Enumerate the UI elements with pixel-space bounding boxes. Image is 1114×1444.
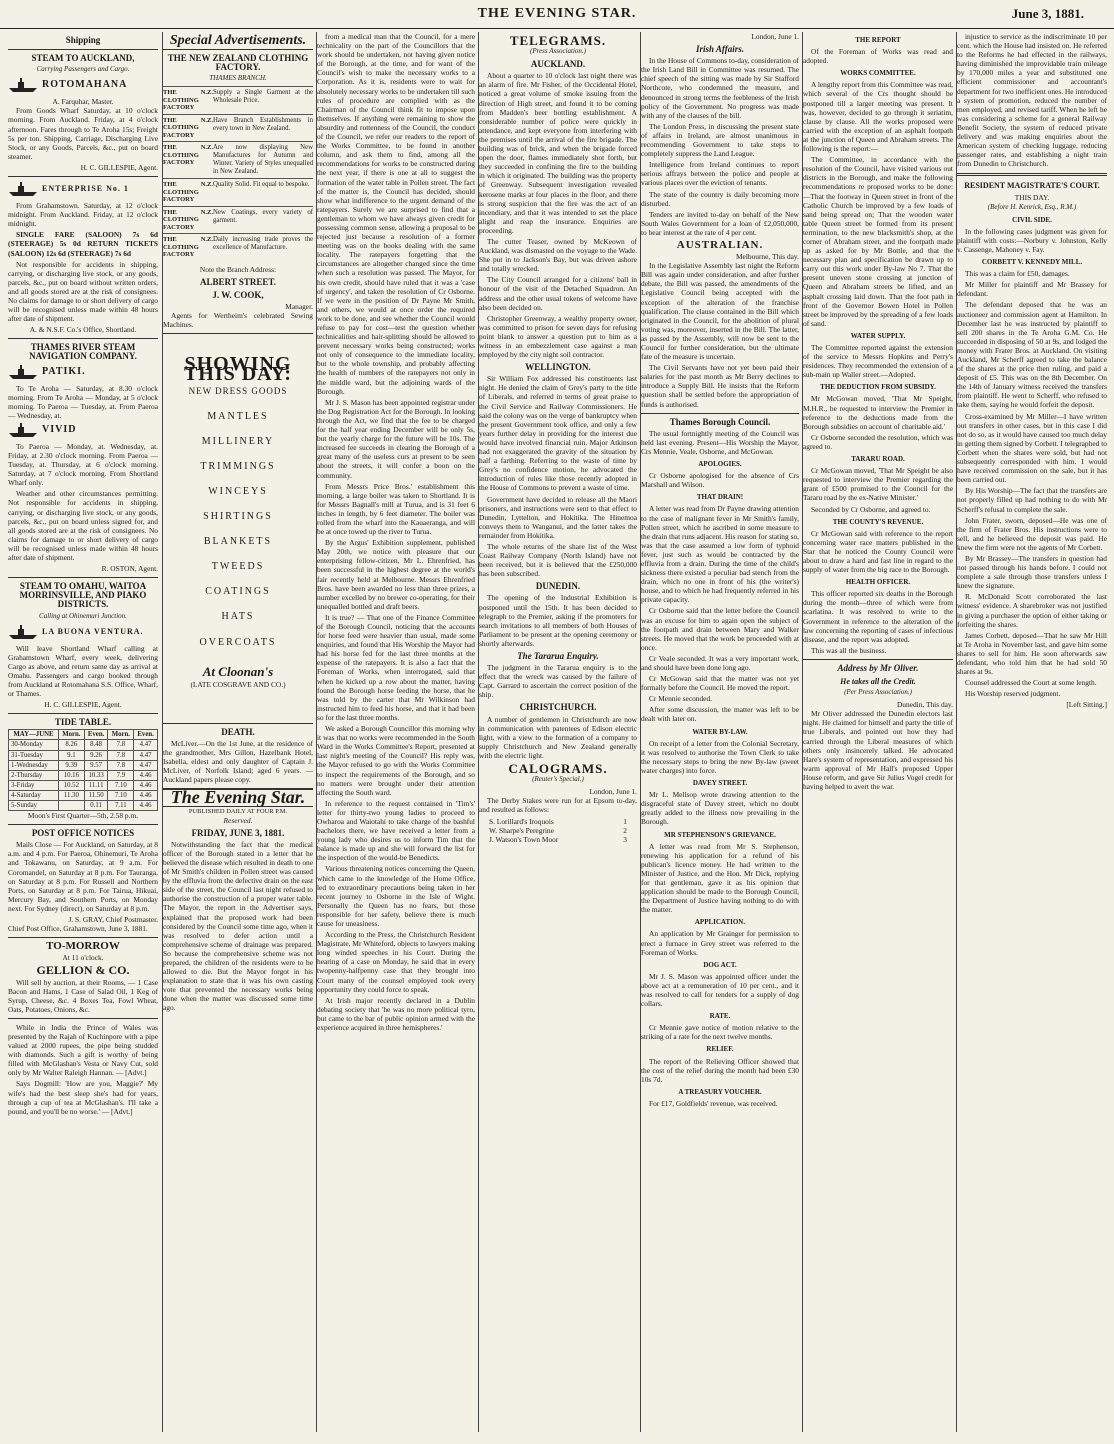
water-supply-heading: WATER SUPPLY. xyxy=(850,331,906,340)
local-news: At Irish major recently declared in a Dublin debating society that 'he was no more political tyro, but came to the bar of public opinion armed with the experience acquired in three hemispheres.' xyxy=(317,995,475,1033)
steamship-icon xyxy=(8,77,38,93)
newspaper-title: THE EVENING STAR. xyxy=(477,6,637,21)
steamship-icon xyxy=(8,422,38,438)
advt-text: While in India the Prince of Wales was presented by the Rajah of Kuchinpore with a pipe valued at 2000 rupees, the pipe being studded with diamonds. Such a gift is worthy of being filled with McGlashan's Vesta or Navy Cut, sold only by Mr Walter Raleigh Hannan. — [Advt.] xyxy=(8,1022,158,1078)
editorial-text: Notwithstanding the fact that the medical officer of the Borough stated in a letter that he believed the disease which resulted in death to one of Mr Smith's children in Pollen street was caused by the effluvia from the defective drain on the east side of the street, the Council last night refused to authorise the construction of a proper water table. The Mayor, the report in the Advertiser says, explained that the proposed work had been considered by the Council some time ago, when it was resolved to defer action until a comprehensive scheme of drainage was prepared. So because the comprehensive scheme was not prepared, the children of the residents were to be allowed to die. But the Mayor forgot in his explanation to state that it was his own casting vote that prevented the necessary works being done when the matter was discussed some time ago. xyxy=(163,839,313,1013)
tide-cell: 7.11 xyxy=(108,801,134,811)
telegram-text: The judgment in the Tararua enquiry is to the effect that the wreck was caused by the failure of Capt. Garrard to ascertain the correct position of the ship. xyxy=(479,663,637,700)
clothing-row xyxy=(163,178,313,206)
clothing-text: Have Branch Establishments in every town in New Zealand. xyxy=(213,116,313,132)
advt-text: Says Dogmill: 'How are you, Maggie?' My wife's had the best sleep she's had for years, through a cup of tea at McGlashan's. I'll take a pound, and you'll be no worse.' — [Advt.] xyxy=(8,1079,158,1116)
news-text: In the House of Commons to-day, consideration of the Irish Land Bill in Committee was resumed. The chief speech of the sitting was made by Sir Stafford Northcote, who condemned the measure, and denounced in strong terms the feebleness of the Irish policy of the Government. No progress was made with any of the clauses of the bill. xyxy=(641,56,799,120)
wellington-heading: WELLINGTON. xyxy=(525,362,591,373)
telegram-text: The whole returns of the share list of the West Coast Railway Company (North Island) have not been received, but it is believed that the £250,000 has been subscribed. xyxy=(479,541,637,579)
auction-text: Will sell by auction, at their Rooms, — 1 Case Bacon and Hams, 1 Case of Salad Oil, 1 Keg of Syrup, Cheese, &c. 4 Boxes Tea, Fowl Wheat, Oats, Potatoes, Onions, &c. xyxy=(8,977,158,1014)
christchurch-heading: CHRISTCHURCH. xyxy=(519,702,597,713)
news-text: This was all the business. xyxy=(811,645,887,655)
news-text: Mr J. S. Mason was appointed officer under the above act at a remuneration of 10 per cent., and it was resolved to call for tenders for a supply of dog collars. xyxy=(641,971,799,1009)
court-text: In the following cases judgment was given for plaintiff with costs:—Norbury v. Johnston, Kelly v. Cassenge, Mahoney v. Fay. xyxy=(957,226,1107,254)
goods-item: COATINGS xyxy=(205,586,271,598)
manager-title: Manager. xyxy=(285,302,313,312)
tide-cell: 11.30 xyxy=(58,790,84,800)
steam-omahu-sub: Calling at Ohinemuri Junction. xyxy=(39,611,127,620)
news-text: Tenders are invited to-day on behalf of the New South Wales Government for a loan of £2,050,000, to bear interest at the rate of 4 per cent. xyxy=(641,209,799,237)
nz-clothing-heading: THE NEW ZEALAND CLOTHING FACTORY. xyxy=(167,53,309,73)
clothing-label: THE N.Z. CLOTHING FACTORY xyxy=(163,236,213,259)
tide-cell: 7.10 xyxy=(108,790,134,800)
fares-text: SINGLE FARE (SALOON) 7s 6d (STEERAGE) 5s 0d RETURN TICKETS (SALOON) 12s 6d (STEERAGE) 7s 6d xyxy=(8,230,158,258)
news-text: injustice to service as the indiscriminate 10 per cent. which the House had insisted on. He referred to the Reforms he had effected in the railways, having diminished the improvidable train mileage by 170,000 miles a year and substituted one efficient commissioner and accountant's department for two inefficient ones. He introduced a system of promotion, reduced the number of men employed, and revised tariff. When he left he was considering a scheme for a general Railway Benefit Society, the system of reduced private delivery and was making enquiries about the American system of checking luggage, reducing passenger rates, and establishing a night train from Dunedin to Christchurch. xyxy=(957,32,1107,169)
tide-cell: 9.57 xyxy=(84,760,108,770)
tide-cell: 4.47 xyxy=(134,740,158,750)
tide-cell: 7.10 xyxy=(108,780,134,790)
court-text: James Corbett, deposed—That he saw Mr Hill at Te Aroha in November last, and gave him some shares to sell for him. He soon afterwards saw defendant, who told him that he had sold 50 shares at 9s. xyxy=(957,630,1107,677)
local-news: It is true? — That one of the Finance Committee of the Borough Council, noticing that the accounts for horse feed were heavier than usual, made some enquiries, and found that His Worship the Mayor had had his horse fed for the last three months at the expense of the ratepayers. It is also a fact that the Foreman of Works, when interrogated, said that when he kicked up a row about the matter, having found the Borough horse feeding the horse, that he was told by the carter that Mr Wilkinson had instructed him to feed his horse, and that it had been so for the last three months. xyxy=(317,612,475,722)
news-text: A letter was read from Mr S. Stephenson, renewing his application for a refund of his publican's licence money. He had written to the Minister of Justice, and the Hon. Mr Dick, replying for that gentleman, gave it as his opinion that application should be made to the Borough Council, the Department of Justice having nothing to do with the matter. xyxy=(641,841,799,915)
steamship-icon xyxy=(8,624,38,640)
column-7 xyxy=(956,32,1107,1432)
telegram-text: The cutter Teaser, owned by McKeown of Auckland, was dismasted on the voyage to the Wade. She put in to Jackson's Bay, but was driven ashore and totally wrecked. xyxy=(479,236,637,274)
tide-cell: 4.47 xyxy=(134,760,158,770)
stephenson-heading: MR STEPHENSON'S GRIEVANCE. xyxy=(664,830,776,839)
irish-affairs-heading: Irish Affairs. xyxy=(695,44,745,55)
tide-cell: 4.47 xyxy=(134,750,158,760)
drain-heading: THAT DRAIN! xyxy=(696,493,744,502)
tide-cell: 9.26 xyxy=(84,750,108,760)
tide-cell: 8.48 xyxy=(84,740,108,750)
tide-cell: 4.46 xyxy=(134,780,158,790)
news-text: Intelligence from Ireland continues to report serious affrays between the police and people at various places over the eviction of tenants. xyxy=(641,160,799,188)
goods-item: BLANKETS xyxy=(203,536,273,548)
tararu-road-heading: TARARU ROAD. xyxy=(851,455,905,464)
clothing-row xyxy=(163,141,313,178)
derby-row xyxy=(479,835,637,844)
clothing-row xyxy=(163,206,313,234)
news-text: Mr Oliver addressed the Dunedin electors last night. He claimed for himself and party the title of true Liberals, and pointed out how they had carried through the Liberal measures of which others only insincerely talked. He advocated Hare's system of representation, and expressed his warm approval of Mr Hall's proposed Upper House reform, and gave Sir Julius Vogel credit for having helped to avert the war. xyxy=(803,709,953,792)
clothing-label: THE N.Z. CLOTHING FACTORY xyxy=(163,116,213,139)
editorial-continued: from a medical man that the Council, for a mere technicality on the part of the Councillors that the work should be undertaken, not having given notice of the Borough, at the time, and for want of the Council's wish to make the necessary works to a Corporation. As it is, residents were to wait for absolutely necessary works to be undertaken till such rules of procedure are complied with as the Chairman of the Council think fit to impose upon themselves. If anything were remaining to show the absurdity and rottenness of the Council, the conduct of the Council, we refer our readers to the report of the Works Committee, to be found in another column, and ask them to find, among all the recommendations for works to be constructed during the next year, if there is one at all to suggest the formation of the water table in Pollen street. The fact of the matter is, the Council has decided, should show what indifference to the urgent demand of the ratepayers. Surely we are surprised to find that a gentleman to whom we have always given credit for possessing common sense, allowing a proposal to be rejected just because a resolution of a former meeting was on the books dealing with the same locality. The ratepayers forgetting that the circumstances are altogether changed since the time when such a resolution was passed. The Mayor, for his own credit, should have ruled that it was a 'case of urgency', and taken the resolution of Cr Osborne. If we were in the position of Dr Payne Mr Smith, and others, we would at once order the required work to be done, and see whether the Council would refuse to pay for cost—test the question whether technicalities and hair-splitting should be allowed to prevent necessary works being constructed; works not only of consequence to the immediate locality, but to the whole township, and probably affecting the health of numbers of the ratepayers not only in the middle ward, but the adjoining wards of the Borough. xyxy=(317,32,475,396)
tide-cell: 11.11 xyxy=(84,780,108,790)
dog-act-heading: DOG ACT. xyxy=(703,960,737,969)
derby-horse: J. Watson's Town Moor xyxy=(489,834,559,844)
tide-cell: 8.26 xyxy=(58,740,84,750)
goods-item: MILLINERY xyxy=(201,435,275,447)
press-association: (Per Press Association.) xyxy=(844,688,912,697)
shipping-text: From Grahamstown. Saturday, at 12 o'clock midnight. From Auckland. Friday, at 12 o'clock midnight. xyxy=(8,201,158,229)
tide-cell: 10.33 xyxy=(84,770,108,780)
court-text: By His Worship—The fact that the transfers are not properly filled up had nothing to do with Mr Scherff's refusal to complete the sale. xyxy=(957,486,1107,514)
news-text: Cr Veale seconded. It was a very important work, and should have been done long ago. xyxy=(641,653,799,672)
tide-cell: 31-Tuesday xyxy=(9,750,59,760)
post-office-date: Chief Post Office, Grahamstown, June 3, 1881. xyxy=(8,924,148,934)
goods-item: SHIRTINGS xyxy=(203,511,273,523)
local-news: From Messrs Price Bros.' establishment this morning, a large boiler was taken to Shortland. It is for Messrs Bagnall's mill at Turua, and is 31 feet 6 inches in length, by 6 feet diameter. The boiler was rolled from the wharf into the Kauaeranga, and will be at once towed up the river to Turua. xyxy=(317,481,475,537)
relief-heading: RELIEF. xyxy=(706,1045,734,1054)
dunedin-heading: DUNEDIN. xyxy=(535,581,581,592)
news-text: Cr McGowan moved, 'That Mr Speight be also requested to interview the Premier regarding the grant of £500 promised to the Council for the Tararu road by the ex-Native Minister.' xyxy=(803,466,953,503)
tide-cell: 30-Monday xyxy=(9,740,59,750)
tide-col-header: Morn. xyxy=(58,730,84,740)
issue-date: June 3, 1881. xyxy=(1011,6,1084,21)
australian-heading: AUSTRALIAN. xyxy=(676,238,764,251)
masthead xyxy=(0,0,1114,29)
shipping-text: Will leave Shortland Wharf calling at Grahamstown Wharf, every week, delivering Cargo as above, and return same day as arrival at Omahu. Passengers and cargo booked through from Auckland at Rotomahana S.S. Office, Wharf, or Thames. xyxy=(8,643,158,699)
moon-note: Moon's First Quarter—5th, 2.58 p.m. xyxy=(27,811,139,821)
derby-place: 3 xyxy=(623,834,627,844)
water-bylaw-heading: WATER BY-LAW. xyxy=(692,727,748,736)
tide-col-header: Even. xyxy=(134,730,158,740)
column-3 xyxy=(316,32,475,1432)
shipping-text: To Paeroa — Monday, at. Wednesday, at. Friday, at 2.30 o'clock morning. From Paeroa — Tuesday, at. Thursday, at 6 o'clock morning. Saturday, at 7 o'clock morning. From Shortland Wharf only. xyxy=(8,441,158,488)
news-text: The report of the Relieving Officer showed that the cost of the relief during the month had been £30 10s 7d. xyxy=(641,1056,799,1084)
local-news: By the Argus' Exhibition supplement, published May 20th, we notice with pleasure that our enterprising fellow-citizen, Mr L. Ehrenfried, has been successful in the highest degree at the world's fair recently held at Melbourne. Messrs Ehrenfried Bros. have been awarded no less than three prizes, a number excelled by no brewer co-operating, for their unequalled bottled and draft beers. xyxy=(317,538,475,611)
clothing-row xyxy=(163,114,313,142)
ship-name: PATIKI. xyxy=(42,365,86,377)
agents-text: Agents for Wertheim's celebrated Sewing Machines. xyxy=(163,311,313,330)
news-text: On receipt of a letter from the Colonial Secretary, it was resolved to authorise the Town Clerk to take the necessary steps to bring the new By-law (sweet water charges) into force. xyxy=(641,738,799,775)
local-news: We asked a Borough Councillor this morning why it was that no works were recommended in the South Ward in the Works Committee's Report, presented at last night's meeting of the Council? His reply was, the Mayor refused to go with the Works Committee to inspect the requirements of the Borough, and so no matters were brought under their attention affecting the South ward. xyxy=(317,724,475,797)
davey-street-heading: DAVEY STREET. xyxy=(692,779,748,788)
tide-cell: 2-Thursday xyxy=(9,770,59,780)
branch-address: ALBERT STREET. xyxy=(200,276,276,287)
tide-cell: 7.8 xyxy=(108,740,134,750)
oliver-heading: Address by Mr Oliver. xyxy=(837,662,919,673)
death-heading: DEATH. xyxy=(221,726,255,737)
oliver-subheading: He takes all the Credit. xyxy=(840,677,916,686)
deduction-heading: THE DEDUCTION FROM SUBSIDY. xyxy=(820,383,936,392)
london-dateline: London, June 1. xyxy=(751,32,799,41)
derby-horse: S. Lorillard's Iroquois xyxy=(489,816,554,826)
calograms-heading: CALOGRAMS. xyxy=(508,761,608,777)
shipping-text: Weather and other circumstances permitting. Not responsible for accidents in shipping, carrying, or discharging live stock, or any goods, parcels, &c., put on board unless signed for, and all goods stored are at the risk of consignees. No claims for damage to or short delivery of cargo will be recognised unless made within 48 hours after date of shipment. xyxy=(8,489,158,563)
news-text: A lengthy report from this Committee was read, which several of the Crs thought should be postponed till a larger meeting was present. It was, however, decided to go through it seriatim, clause by clause. All the works proposed were carried with the exception of an asphalt footpath at the junction of Queen and Abraham streets. The following is the report:— xyxy=(803,80,953,154)
rm-court-heading: RESIDENT MAGISTRATE'S COURT. xyxy=(964,181,1100,191)
column-1 xyxy=(8,32,158,1432)
local-news: According to the Press, the Christchurch Resident Magistrate, Mr Whiteford, objects to lawyers making long winded speeches in his Court. During the hearing of a case on Monday, he said that in every twopenny-halfpenny case that they brought into Court many of the counsel employed took every opportunity they could force to speak. xyxy=(317,930,475,994)
clothing-text: Daily increasing trade proves the excellence of Manufacture. xyxy=(213,236,313,252)
special-advertisements-heading: Special Advertisements. xyxy=(169,33,307,48)
news-text: Mr McGowan moved, 'That Mr Speight, M.H.R., be requested to interview the Premier in reference to the deductions made from the Borough subsidies on account of charitable aid.' xyxy=(803,394,953,431)
post-office-text: Mails Close — For Auckland, on Saturday, at 8 a.m. and 4 p.m. For Paeroa, Ohinemuri, Te Aroha and Tokawanu, on Saturday, at 9 a.m. For Coromandel, on Saturday at 8 p.m. For Tauranga, on Saturday at 8 p.m. For Russell and Northern Ports, on Saturday at 8 p.m. For Tairua, Hikuai, Mercury Bay, and Southern Ports, on Monday next. For Sydney (direct), on Saturday at 8 p.m. xyxy=(8,840,158,913)
ship-rotomahana xyxy=(8,77,158,95)
goods-item: WINCEYS xyxy=(208,486,268,497)
column-6 xyxy=(802,32,953,1432)
branch-name: THAMES BRANCH. xyxy=(209,74,267,83)
news-text: The usual fortnightly meeting of the Council was held last evening. Present—His Worship the Mayor, Crs Mennie, Veale, Osborne, and McGowan. xyxy=(641,428,799,456)
shipping-agency: A. & N.S.F. Co.'s Office, Shortland. xyxy=(29,325,137,335)
news-text: A letter was read from Dr Payne drawing attention to the case of malignant fever in Mr Smith's family, Pollen street, which he ascribed in some measure to the drain that runs adjacent. His reason for stating so, was that the case assumed a low form of typhoid fever, just such as would be contracted by the effluvia from a drain. During the time of the child's sickness there existed a peculiar bad stench from the drain, which no one in front of his (the writer's) house, and to which he had frequently referred in his private capacity. xyxy=(641,504,799,605)
tide-cell: 4-Saturday xyxy=(9,790,59,800)
news-text: An application by Mr Grainger for permission to erect a furnace in Grey street was referred to the Foreman of Works. xyxy=(641,929,799,957)
shipping-text: From Goods Wharf Saturday, at 10 o'clock morning. From Auckland. Friday, at 4 o'clock afternoon. Fares through to Te Aroha 15s; Freight 5s per ton. Shipping, Carriage, Discharging Live Stock, or any Goods, Parcels, &c., put on board steamer. xyxy=(8,106,158,161)
news-text: The Committee reported against the extension of the service to Messrs Hopkins and Perry's residences. They recommended the extension of a sub-main up Waller street.—Adopted. xyxy=(803,343,953,380)
clothing-label: THE N.Z. CLOTHING FACTORY xyxy=(163,181,213,204)
local-news: In reference to the request contained in 'Tim's' letter for thirty-two young ladies to proceed to Owharoa and Waiotahi to take charge of the bashful bachelors there, we have received a letter from a young lady who desires us to inform Tim that the balance is made up and she will forward the list for the inspection of the would-be Benedicts. xyxy=(317,798,475,863)
tide-col-header: Morn. xyxy=(108,730,134,740)
melbourne-dateline: Melbourne, This day. xyxy=(735,252,799,262)
telegram-text: Sir William Fox addressed his constituents last night. He denied the claim of Grey's party to the title of Liberals, and referred in terms of great praise to the Civil Service and Railway Commissioners. He said the colony was on the verge of bankruptcy when the present Government took office, and only a few years further delay in providing for the interest due would have involved financial ruin. Major Atkinson had not exaggerated the gravity of the situation by half a farthing. Referring to the waste of time by Grey's no confidence motion, he advocated the introduction of rules like those recently adopted in the House of Commons to prevent a waste of time. xyxy=(479,374,637,493)
tide-row xyxy=(9,760,158,770)
news-text: Seconded by Cr Osborne, and agreed to. xyxy=(811,504,931,514)
goods-item: TRIMMINGS xyxy=(200,460,276,472)
tide-cell: 4.46 xyxy=(134,790,158,800)
application-heading: APPLICATION. xyxy=(694,918,746,927)
news-text: Cr Osborne seconded the resolution, which was agreed to. xyxy=(803,432,953,451)
rm-court-before: (Before H. Kenrick, Esq., R.M.) xyxy=(987,202,1077,211)
telegram-text: About a quarter to 10 o'clock last night there was an alarm of fire. Mr Fisher, of the Occidental Hotel, noticed a great volume of smoke issuing from the direction of High street, and found it to be coming from Madden's beer bottling establishment. A considerable number of police were quickly in attendance, and kept everyone from interfering with the premises until the arrival of the fire brigade. The building was of brick, and when the brigade forced open the door, flames immediately shot forth, but they succeeded in confining the fire to the building in which it originated. The building was the property of Greenway. Subsequent investigation revealed kerosene marks at four places in the floor, and there is strong suspicion that the fire was the act of an incendiary, and that it was intended to set the place alight and reap the insurance. Enquiries are proceeding. xyxy=(479,71,637,235)
reserved-note: Reserved. xyxy=(223,815,253,825)
shipping-text: To Te Aroha — Saturday, at 8.30 o'clock morning. From Te Aroha — Monday, at 5 o'clock morning. To Paeroa — Tuesday, at. From Paeroa — Wednesday, at. xyxy=(8,383,158,420)
manager-name: J. W. COOK, xyxy=(212,290,264,301)
news-text: Cr Mennie gave notice of motion relative to the striking of a rate for the next twelve months. xyxy=(641,1023,799,1042)
goods-item: HATS xyxy=(221,611,255,623)
clothing-label: THE N.Z. CLOTHING FACTORY xyxy=(163,89,213,112)
tide-cell: 9.39 xyxy=(58,760,84,770)
postmaster: J. S. GRAY, Chief Postmaster. xyxy=(68,915,158,925)
clothing-text: Supply a Single Garment at the Wholesale Price. xyxy=(213,89,313,105)
auckland-heading: AUCKLAND. xyxy=(530,59,586,70)
clothing-text: New Coatings, every variety of garment. xyxy=(213,208,313,224)
tide-row xyxy=(9,780,158,790)
ship-vivid xyxy=(8,422,158,440)
tide-table xyxy=(8,729,158,811)
editorial-date: FRIDAY, JUNE 3, 1881. xyxy=(191,827,285,838)
court-text: Cross-examined by Mr Miller—I have written out transfers in other cases, but in this case I did not do so, as it would have caused too much delay in getting them signed by Corbett. I telegraphed to Corbett when the shares were sold, but had not subsequently corresponded with him. I would have received commission on the sale, but it has been carried out. xyxy=(957,411,1107,485)
shipping-heading: Shipping xyxy=(65,35,101,45)
left-sitting: [Left Sitting.] xyxy=(1066,700,1107,710)
tide-cell: 4.46 xyxy=(134,801,158,811)
reuter-special: (Reuter's Special.) xyxy=(532,775,584,784)
steamship-icon xyxy=(8,364,38,380)
court-text: His Worship reserved judgment. xyxy=(965,689,1061,699)
tide-cell: 4.46 xyxy=(134,770,158,780)
derby-row xyxy=(479,817,637,826)
apologies-heading: APOLOGIES. xyxy=(698,460,742,469)
telegram-text: Christopher Greenway, a wealthy property owner, was committed to prison for seven days for refusing point blank to answer a question put to him as a witness in an embezzlement case against a man employed by the city night soil contractor. xyxy=(479,313,637,360)
clothing-text: Are now displaying New Manufactures for Autumn and Winter. Variety of Styles unequalled in New Zealand. xyxy=(213,144,313,176)
borough-council-heading: Thames Borough Council. xyxy=(669,416,771,427)
auctioneer-name: GELLION & CO. xyxy=(36,963,130,978)
shipping-agent: H. C. GILLESPIE, Agent. xyxy=(80,162,158,172)
tide-row xyxy=(9,790,158,800)
tide-row xyxy=(9,770,158,780)
telegram-text: The opening of the Industrial Exhibition is postponed until the 15th. It has been decided to telegraph to the Premier, asking if the promoters for search invitations to all members of both Houses of Parliament to be present at the opening ceremony or shortly afterwards. xyxy=(479,593,637,648)
clothing-row xyxy=(163,233,313,261)
tide-cell: 7.8 xyxy=(108,750,134,760)
london-dateline: London, June 1. xyxy=(589,787,637,797)
news-text: Cr McGowan said with reference to the report concerning water race matters published in the Star that he noticed the County Council were about to draw a hard and fast line in regard to the supply of water from the big race to the Borough. xyxy=(803,528,953,575)
local-news: Various threatening notices concerning the Queen, which came to the knowledge of the Home Office, led to extraordinary precautions being taken in her recent journey to Osborne in the Isle of Wight. Personally the Queen has no fears, but those responsible for her safety, believe there is much cause for uneasiness. xyxy=(317,864,475,928)
thames-river-heading: THAMES RIVER STEAM NAVIGATION COMPANY. xyxy=(29,342,137,362)
shipping-text: Not responsible for accidents in shipping, carrying, or discharging live stock, or any goods, parcels, &c., put on board without written orders, and all goods stored are at the risk of consignees. No claims for damage to or short delivery of cargo will be recognised unless made within 48 hours after date of shipment. xyxy=(8,259,158,324)
civil-side-heading: CIVIL SIDE. xyxy=(1012,215,1052,224)
ship-la-buona-ventura xyxy=(8,624,158,642)
ship-name: ROTOMAHANA xyxy=(42,79,128,91)
news-text: This officer reported six deaths in the Borough during the month—three of which were from scarlatina. It was resolved to write to the Government in reference to the alteration of the law concerning the reporting of cases of infectious disease, and the report was adopted. xyxy=(803,589,953,644)
steamship-icon xyxy=(8,181,38,197)
goods-item: MANTLES xyxy=(207,410,269,422)
health-officer-heading: HEALTH OFFICER. xyxy=(845,578,911,587)
telegram-text: The Derby Stakes were run for at Epsom to-day, and resulted as follows: xyxy=(479,796,637,815)
clothing-label: THE N.Z. CLOTHING FACTORY xyxy=(163,144,213,167)
tide-cell: 10.52 xyxy=(58,780,84,790)
derby-horse: W. Sharpe's Peregrine xyxy=(489,825,554,835)
tide-cell: 5-Sunday xyxy=(9,801,59,811)
court-text: By Mr Brassey—The transfers in question had not passed through his hands before. I could not complete a sale through those transfers unless I knew the signature. xyxy=(957,553,1107,591)
death-notice: McLiver.—On the 1st June, at the residence of the grandmother, Mrs Gillon, Hazelbank Hotel, Isabella, eldest and only daughter of Captain J. McLiver, of Norfolk Island; aged 6 years. — Auckland papers please copy. xyxy=(163,738,313,785)
news-text: The Committee, in accordance with the resolution of the Council, have visited various out districts in the Borough, and make the following recommendations re proposed works to be done:—That the footway in Queen street in front of the Catholic Church be improved by a few loads of sand being spread on; That the wooden water table Queen street be formed from its present termination, to the new blacksmith's shop, at the corner of Abraham street, and the footpath made up as asked for by Mr Bottle, and that the necessary plan and specification be drawn up to carry out this work under By-law No 7. That the present uneven stone crossing at junction of Queen and Abraham streets be lifted, and an asphalt crossing laid down. That the foot path in front of the Governor Bowen Hotel in Pollen street be improved by the spreading of a few loads of sand. xyxy=(803,155,953,328)
showing-this-day: SHOWING THIS DAY: xyxy=(183,353,293,385)
news-text: The Civil Servants have not yet been paid their salaries for the past month as Mr Berry declines to introduce a Supply Bill. He insists that the Reform question shall be settled before the appropriation of funds is authorised. xyxy=(641,363,799,409)
steam-omahu-heading: STEAM TO OMAHU, WAITOA MORRINSVILLE, AND PIAKO DISTRICTS. xyxy=(19,581,147,610)
tide-cell: 11.50 xyxy=(84,790,108,800)
ship-patiki xyxy=(8,364,158,382)
tide-row xyxy=(9,750,158,760)
tide-cell: 7.8 xyxy=(108,760,134,770)
news-text: Mr L. Mellsop wrote drawing attention to the disgraceful state of Davey street, which no doubt greatly added to the illness now prevailing in the Borough. xyxy=(641,790,799,827)
derby-place: 2 xyxy=(623,825,627,835)
clothing-rows xyxy=(163,86,313,261)
news-text: For £17, Goldfields' revenue, was received. xyxy=(649,1098,778,1108)
auction-heading: TO-MORROW xyxy=(46,940,120,953)
works-committee-heading: WORKS COMMITTEE. xyxy=(840,69,916,78)
ship-name: ENTERPRISE No. 1 xyxy=(42,184,129,194)
court-text: Mr Miller for plaintiff and Mr Brassey for defendant. xyxy=(957,280,1107,299)
evening-star-title: The Evening Star. xyxy=(163,788,313,806)
tide-cell: 9.1 xyxy=(58,750,84,760)
ship-master: A. Farquhar, Master. xyxy=(52,97,114,107)
court-text: John Frater, sworn, deposed—He was one of the firm of Frater Bros. His instructions were to sell, and he believed the deposit was paid. He knew the firm were not the agents of Mr Corbett. xyxy=(957,515,1107,552)
tide-cell: 7.9 xyxy=(108,770,134,780)
column-4 xyxy=(478,32,637,1432)
dunedin-dateline: Dunedin, This day. xyxy=(896,700,953,710)
clothing-text: Quality Solid. Fit equal to bespoke. xyxy=(213,181,310,189)
telegram-text: The City Council arranged for a citizens' ball in honour of the visit of the Detached Squadron. An address and the other usual tokens of welcome have also been decided on. xyxy=(479,275,637,312)
telegram-text: A number of gentlemen in Christchurch are now in communication with patentees of Edison electric light, with a view to the formation of a company to supply Christchurch and New Zealand generally with the electric light. xyxy=(479,714,637,760)
clothing-row xyxy=(163,86,313,114)
tide-table-heading: TIDE TABLE. xyxy=(54,717,112,728)
shipping-agent: H. C. GILLESPIE, Agent. xyxy=(44,700,122,710)
column-5 xyxy=(640,32,799,1432)
rate-heading: RATE. xyxy=(709,1012,731,1021)
published-note: PUBLISHED DAILY AT FOUR P.M. xyxy=(188,807,288,815)
ship-enterprise xyxy=(8,181,158,199)
derby-row xyxy=(479,826,637,835)
steam-auckland-heading: STEAM TO AUCKLAND, xyxy=(31,53,135,64)
court-text: R. McDonald Scott corroborated the last witness' evidence. A sharebroker was not justified in giving a purchaser the option of either taking or forfeiting the shares. xyxy=(957,592,1107,629)
news-text: After some discussion, the matter was left to be dealt with later on. xyxy=(641,705,799,724)
tide-row xyxy=(9,801,158,811)
news-text: In the Legislative Assembly last night the Reform Bill was again under consideration, and after further debate, the Bill was passed, the amendments of the Legislative Council being accepted with the exception of the alteration of the franchise qualification. The clause contained in the Bill which originated in the Council, for the abolition of plural voting was, moreover, inserted in the Bill. The latter, as passed by the Assembly, will now be sent to the Council for further consideration, but the ultimate fate of the measure is uncertain. xyxy=(641,261,799,362)
cloonan-name: At Cloonan's xyxy=(202,663,274,679)
news-text: The London Press, in discussing the present state of affairs in Ireland, are almost unanimous in recommending Government to take steps to completely suppress the Land League. xyxy=(641,121,799,159)
goods-list xyxy=(163,412,313,647)
ship-name: VIVID xyxy=(42,423,77,435)
auction-time: At 11 o'clock. xyxy=(62,953,104,963)
tide-col-header: MAY—JUNE xyxy=(9,730,59,740)
court-text: Counsel addressed the Court at some length. xyxy=(965,678,1097,688)
tide-row xyxy=(9,740,158,750)
tarava-enquiry-heading: The Tararua Enquiry. xyxy=(517,651,599,661)
cloonan-late: (LATE COSGRAVE AND CO.) xyxy=(190,679,286,689)
goods-item: OVERCOATS xyxy=(199,636,277,648)
ship-name: LA BUONA VENTURA. xyxy=(42,626,144,636)
tide-cell: 1-Wednesday xyxy=(9,760,59,770)
press-association: (Press Association.) xyxy=(530,47,586,56)
news-text: Cr Osborne said that the letter before the Council was an excuse for him to again open the subject of the footpath and drain between Mary and Walker streets. He moved that the work be proceeded with at once. xyxy=(641,606,799,652)
report-heading: THE REPORT xyxy=(855,36,901,44)
shipping-agent: R. OSTON, Agent. xyxy=(101,564,158,574)
tide-col-header: Even. xyxy=(84,730,108,740)
tide-cell xyxy=(58,801,84,811)
new-dress-goods: NEW DRESS GOODS xyxy=(188,385,288,396)
branch-note: Note the Branch Address: xyxy=(199,264,277,274)
case-heading: CORBETT V. KENNEDY MILL. xyxy=(981,258,1083,267)
news-text: The state of the country is daily becoming more disturbed. xyxy=(641,189,799,208)
news-text: Cr Mennie seconded. xyxy=(649,694,713,704)
derby-results xyxy=(479,817,637,844)
news-text: Of the Foreman of Works was read and adopted. xyxy=(803,47,953,66)
county-revenue-heading: THE COUNTY'S REVENUE. xyxy=(832,517,924,526)
column-2 xyxy=(162,32,313,1432)
rm-court-date: THIS DAY. xyxy=(1014,192,1050,202)
news-text: Cr McGowan said that the matter was not yet formally before the Council. He moved the report. xyxy=(641,674,799,693)
tide-cell: 10.16 xyxy=(58,770,84,780)
treasury-heading: A TREASURY VOUCHER. xyxy=(678,1087,762,1096)
court-text: The defendant deposed that he was an auctioneer and commission agent at Hamilton. In December last he was instructed by plaintiff to sell 200 shares in the Te Aroha G.M. Co. He succeeded in disposing of 50 at 9s, and lodged the money with Frater Bros. at Auckland. On visiting Auckland, Mr Scherff agreed to take the balance of the shares at the price then ruling, and paid a deposit of £5. This was on the 8th December. On the 14th of January witness received the transfers from plaintiff. He went to Scherff, who refused to take them, saying he would forfeit the deposit. xyxy=(957,300,1107,410)
clothing-label: THE N.Z. CLOTHING FACTORY xyxy=(163,208,213,231)
steam-auckland-sub: Carrying Passengers and Cargo. xyxy=(36,65,130,74)
news-text: Cr Osborne apologised for the absence of Crs Marshall and Wilson. xyxy=(641,471,799,490)
tide-cell: 0.11 xyxy=(84,801,108,811)
goods-item: TWEEDS xyxy=(211,561,265,573)
tide-cell: 3-Friday xyxy=(9,780,59,790)
telegrams-heading: TELEGRAMS. xyxy=(509,33,607,48)
derby-place: 1 xyxy=(623,816,627,826)
post-office-heading: POST OFFICE NOTICES xyxy=(31,828,135,839)
local-news: Mr J. S. Mason has been appointed registrar under the Dog Registration Act for the Borough. In looking through the Act, we find that the fee to be charged for the half year ending December will be only 5s, but the yearly charge for the future will be 10s. The increased fee succeeds in clearing the Borough of a great many of the useless curs at present to be seen about the streets, it will confer a boon on the community. xyxy=(317,397,475,480)
court-text: This was a claim for £50, damages. xyxy=(965,269,1070,279)
telegram-text: Government have decided to release all the Maori prisoners, and instructions were sent to that effect to Dunedin, Lyttelton, and Hokitika. The Hinemoa conveys them to Wanganui, and the latter takes the remainder from Hokitika. xyxy=(479,494,637,540)
